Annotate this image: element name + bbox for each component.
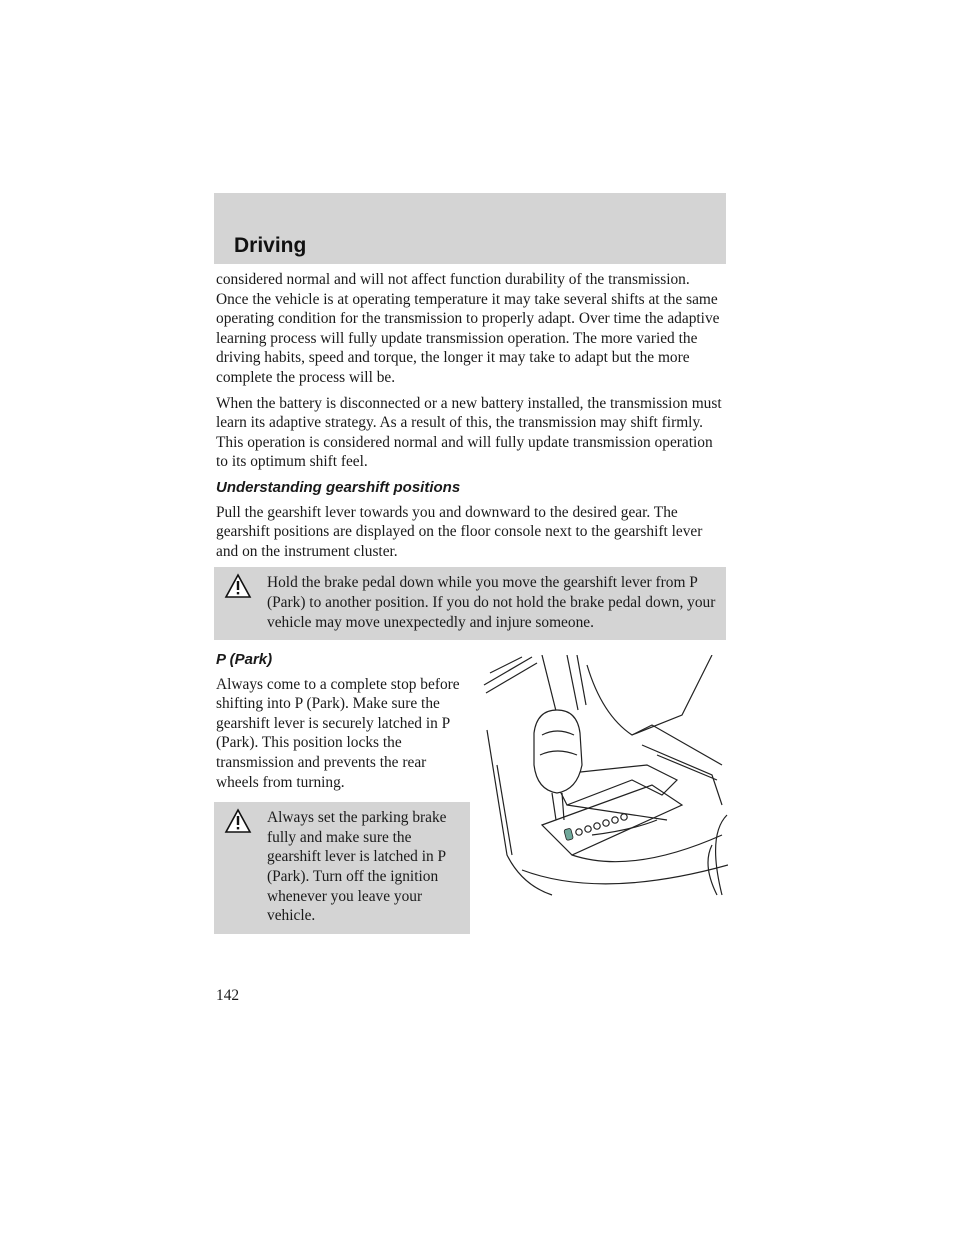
page-number: 142	[216, 987, 240, 1004]
heading-park: P (Park)	[216, 651, 273, 669]
warning-triangle-icon	[224, 808, 252, 834]
section-header	[214, 193, 726, 264]
gearshift-console-illustration	[482, 655, 728, 900]
warning-text-park: Always set the parking brake fully and make sure the gearshift lever is latched in P (Park). Turn off the ignition whenever you leave your vehicle.	[267, 809, 447, 925]
section-title: Driving	[234, 234, 307, 257]
paragraph-park: Always come to a complete stop before shifting into P (Park). Make sure the gearshift lever is securely latched in P (Park). This position locks the transmission and prevents the rear wheels from turning.	[216, 675, 460, 791]
paragraph-gearshift: Pull the gearshift lever towards you and downward to the desired gear. The gearshift positions are displayed on the floor console next to the gearshift lever and on the instrument cluster.	[216, 503, 703, 560]
warning-text-brake: Hold the brake pedal down while you move the gearshift lever from P (Park) to another position. If you do not hold the brake pedal down, your vehicle may move unexpectedly and injure someone.	[267, 574, 716, 631]
warning-triangle-icon	[224, 573, 252, 599]
warning-box-park	[214, 802, 470, 934]
heading-gearshift-positions: Understanding gearshift positions	[216, 478, 461, 496]
paragraph-adaptive-learning: considered normal and will not affect function durability of the transmission. Once the vehicle is at operating temperature it may take several shifts at the same operating condition for the transmission to properly adapt. Over time the adaptive learning process will fully update transmission operation. The more varied the driving habits, speed and torque, the longer it may take to adapt but the more complete the process will be.	[216, 271, 720, 386]
paragraph-battery: When the battery is disconnected or a new battery installed, the transmission must learn its adaptive strategy. As a result of this, the transmission may shift firmly. This operation is considered normal and will fully update transmission operation to its optimum shift feel.	[216, 394, 722, 471]
warning-box-brake	[214, 567, 726, 640]
